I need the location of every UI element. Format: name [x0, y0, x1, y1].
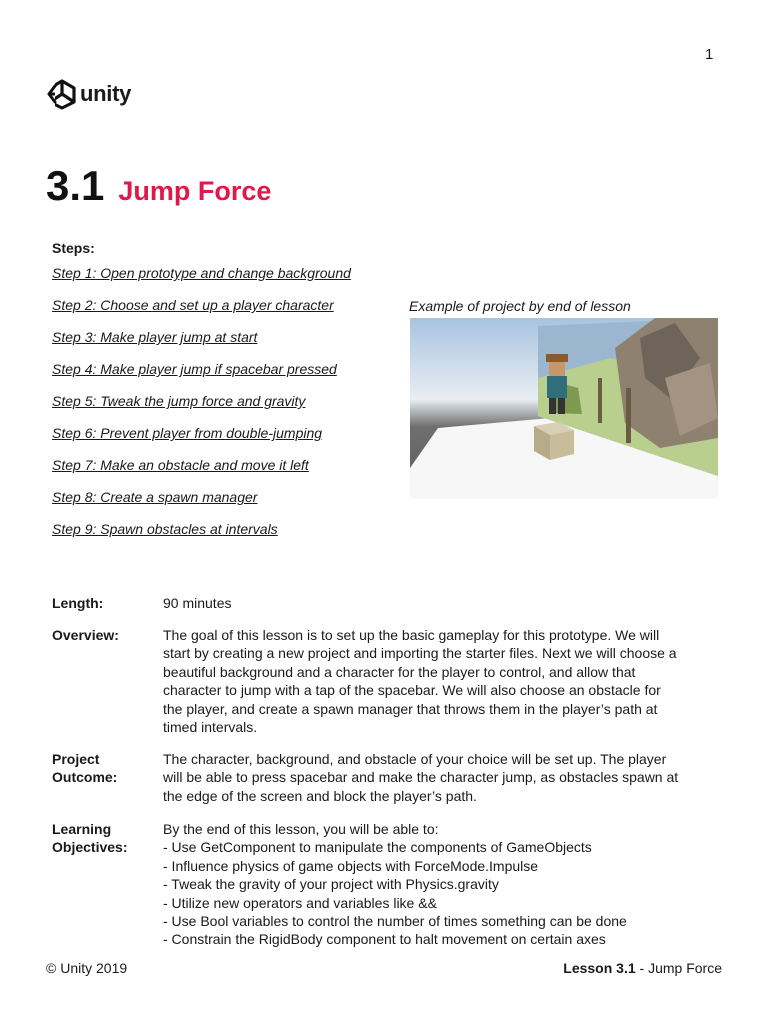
example-caption: Example of project by end of lesson [409, 298, 631, 314]
step-link-6[interactable]: Step 6: Prevent player from double-jumping [52, 425, 323, 441]
logo-text: unity [80, 81, 132, 106]
overview-label: Overview: [52, 627, 119, 643]
unity-logo-icon [46, 78, 78, 110]
step-link-3[interactable]: Step 3: Make player jump at start [52, 329, 258, 345]
objectives-value [163, 820, 683, 949]
list-item: - Tweak the gravity of your project with Physics.gravity [163, 876, 499, 893]
step-link-4[interactable]: Step 4: Make player jump if spacebar pressed [52, 361, 337, 377]
footer-lesson: Lesson 3.1 - Jump Force [563, 960, 722, 976]
step-link-5[interactable]: Step 5: Tweak the jump force and gravity [52, 393, 306, 409]
unity-logo [46, 78, 131, 110]
step-link-2[interactable]: Step 2: Choose and set up a player character [52, 297, 334, 313]
overview-value: The goal of this lesson is to set up the basic gameplay for this prototype. We will start by creating a new project and importing the starter files. Next we will choose a beautiful background and a character for the player to control, and allow that character to jump with a tap of the spacebar. We will also choose an obstacle for the player, and create a spawn manager that throws them in the player’s path at timed intervals. [163, 627, 677, 736]
list-item: - Influence physics of game objects with ForceMode.Impulse [163, 857, 539, 874]
list-item: - Use GetComponent to manipulate the components of GameObjects [163, 839, 592, 856]
example-project-image [410, 318, 718, 499]
objectives-list [163, 838, 683, 948]
step-link-9[interactable]: Step 9: Spawn obstacles at intervals [52, 521, 278, 537]
length-label: Length: [52, 595, 104, 611]
steps-heading: Steps: [52, 240, 95, 256]
list-item: - Utilize new operators and variables like && [163, 894, 437, 911]
step-link-8[interactable]: Step 8: Create a spawn manager [52, 489, 258, 505]
lesson-number: 3.1 [46, 162, 105, 209]
outcome-value: The character, background, and obstacle of your choice will be set up. The player will be able to press spacebar and make the character jump, as obstacles spawn at the edge of the screen and block the player’s path. [163, 751, 679, 804]
lesson-title [46, 162, 271, 210]
length-value: 90 minutes [163, 595, 232, 611]
objectives-label: Learning Objectives: [52, 821, 128, 855]
footer-copyright: © Unity 2019 [46, 960, 128, 976]
list-item: - Constrain the RigidBody component to halt movement on certain axes [163, 931, 606, 948]
step-link-1[interactable]: Step 1: Open prototype and change background [52, 265, 351, 281]
lesson-name: Jump Force [118, 176, 272, 206]
steps-list [52, 265, 351, 553]
list-item: - Use Bool variables to control the number of times something can be done [163, 913, 627, 930]
outcome-label: Project Outcome: [52, 751, 118, 785]
objectives-intro: By the end of this lesson, you will be able to: [163, 821, 439, 837]
page-number: 1 [705, 46, 714, 63]
step-link-7[interactable]: Step 7: Make an obstacle and move it left [52, 457, 309, 473]
